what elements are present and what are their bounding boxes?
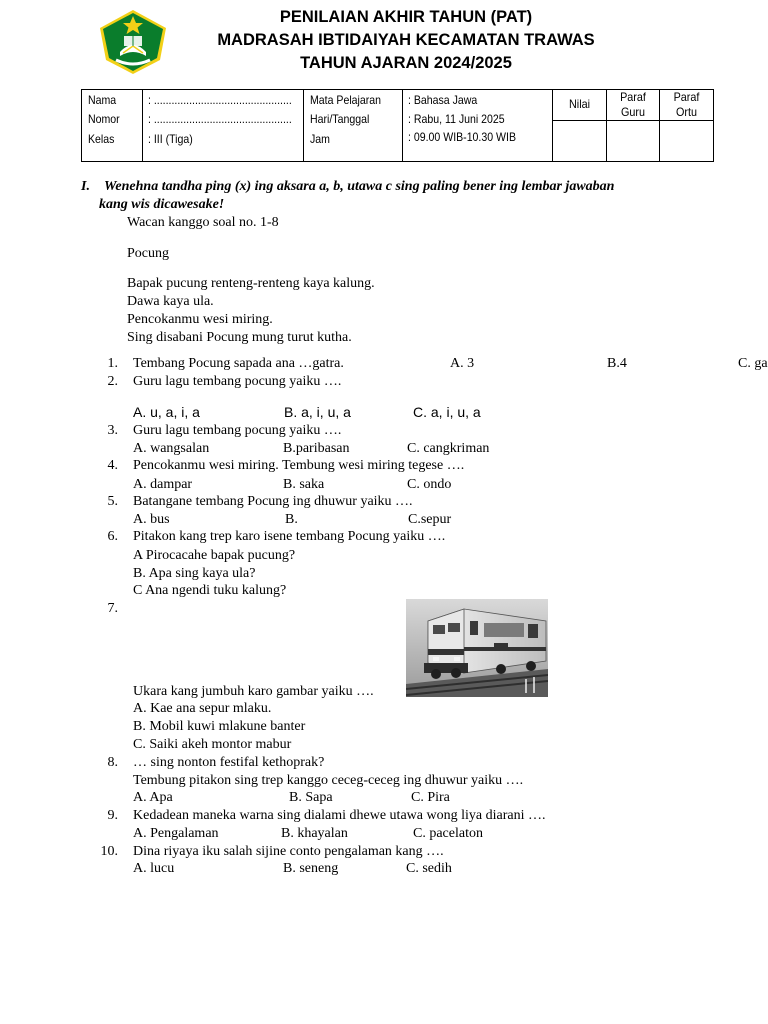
option-a[interactable]: A Pirocacahe bapak pucung? xyxy=(133,548,296,563)
label-paraf-guru-2: Guru xyxy=(620,105,646,119)
poem-line: Bapak pucung renteng-renteng kaya kalung. xyxy=(127,276,375,291)
option-c[interactable]: C. Pira xyxy=(411,790,450,805)
option-b[interactable]: B. Apa sing kaya ula? xyxy=(133,566,256,581)
option-b[interactable]: B.paribasan xyxy=(283,441,350,456)
value-nama[interactable]: : ............................................... xyxy=(148,93,292,107)
label-mata-pelajaran: Mata Pelajaran xyxy=(310,93,382,107)
instruction-line2: kang wis dicawesake! xyxy=(99,197,225,212)
option-c[interactable]: C.sepur xyxy=(408,512,452,527)
question-number: 3. xyxy=(107,423,118,438)
option-a[interactable]: A. wangsalan xyxy=(133,441,210,456)
question-number: 7. xyxy=(107,601,118,616)
question-number: 6. xyxy=(107,529,118,544)
value-jam: : 09.00 WIB-10.30 WIB xyxy=(408,130,516,144)
question-text: Guru lagu tembang pocung yaiku …. xyxy=(133,423,342,438)
option-a[interactable]: A. Pengalaman xyxy=(133,826,219,841)
header-title-line2: MADRASAH IBTIDAIYAH KECAMATAN TRAWAS xyxy=(217,31,595,49)
option-b[interactable]: B. seneng xyxy=(283,861,339,876)
option-a[interactable]: A. 3 xyxy=(450,356,475,371)
option-c[interactable]: C. a, i, u, a xyxy=(413,404,481,420)
option-b[interactable]: B. a, i, u, a xyxy=(284,404,351,420)
option-a[interactable]: A. lucu xyxy=(133,861,175,876)
question-text: Dina riyaya iku salah sijine conto pengalaman kang …. xyxy=(133,844,444,859)
value-nomor[interactable]: : ............................................... xyxy=(148,112,292,126)
option-b[interactable]: B. saka xyxy=(283,477,325,492)
question-number: 5. xyxy=(107,494,118,509)
poem-line: Dawa kaya ula. xyxy=(127,294,214,309)
option-c[interactable]: C. cangkriman xyxy=(407,441,490,456)
option-b[interactable]: B. khayalan xyxy=(281,826,348,841)
question-number: 2. xyxy=(107,374,118,389)
question-number: 1. xyxy=(107,356,118,371)
option-c[interactable]: C Ana ngendi tuku kalung? xyxy=(133,583,287,598)
option-c[interactable]: C. Saiki akeh montor mabur xyxy=(133,737,292,752)
label-nilai: Nilai xyxy=(568,97,591,111)
question-text: Kedadean maneka warna sing dialami dhewe utawa wong liya diarani …. xyxy=(133,808,546,823)
option-c[interactable]: C. ondo xyxy=(407,477,452,492)
option-a[interactable]: A. Kae ana sepur mlaku. xyxy=(133,701,272,716)
instruction-number: I. xyxy=(81,179,90,194)
option-b[interactable]: B. Sapa xyxy=(289,790,333,805)
question-number: 10. xyxy=(100,844,118,859)
instruction-line1: Wenehna tandha ping (x) ing aksara a, b, utawa c sing paling bener ing lembar jawaban xyxy=(104,179,615,194)
reading-intro: Wacan kanggo soal no. 1-8 xyxy=(127,215,279,230)
option-a[interactable]: A. dampar xyxy=(133,477,193,492)
question-text: Pitakon kang trep karo isene tembang Pocung yaiku …. xyxy=(133,529,446,544)
option-c[interactable]: C. ga xyxy=(738,356,768,371)
option-a[interactable]: A. bus xyxy=(133,512,170,527)
question-text: Tembang Pocung sapada ana …gatra. xyxy=(133,356,344,371)
option-c[interactable]: C. sedih xyxy=(406,861,452,876)
label-paraf-ortu-1: Paraf xyxy=(673,90,700,104)
option-b[interactable]: B. xyxy=(285,512,298,527)
value-hari-tanggal: : Rabu, 11 Juni 2025 xyxy=(408,112,505,126)
option-b[interactable]: B.4 xyxy=(607,356,627,371)
reading-title: Pocung xyxy=(127,246,169,261)
question-text: Batangane tembang Pocung ing dhuwur yaiku …. xyxy=(133,494,413,509)
question-number: 9. xyxy=(107,808,118,823)
question-text: Guru lagu tembang pocung yaiku …. xyxy=(133,374,342,389)
question-text-2: Tembung pitakon sing trep kanggo ceceg-ceceg ing dhuwur yaiku …. xyxy=(133,773,524,788)
header-title-line3: TAHUN AJARAN 2024/2025 xyxy=(300,54,512,72)
header-title-line1: PENILAIAN AKHIR TAHUN (PAT) xyxy=(279,8,533,26)
value-mata-pelajaran: : Bahasa Jawa xyxy=(408,93,478,107)
question-text: Pencokanmu wesi miring. Tembung wesi miring tegese …. xyxy=(133,458,465,473)
question-text: … sing nonton festifal kethoprak? xyxy=(133,755,325,770)
question-text: Ukara kang jumbuh karo gambar yaiku …. xyxy=(133,684,374,699)
question-number: 4. xyxy=(107,458,118,473)
option-b[interactable]: B. Mobil kuwi mlakune banter xyxy=(133,719,306,734)
option-a[interactable]: A. Apa xyxy=(133,790,173,805)
label-jam: Jam xyxy=(310,132,330,146)
train-locomotive-photo xyxy=(406,599,548,697)
poem-line: Sing disabani Pocung mung turut kutha. xyxy=(127,330,352,345)
label-hari-tanggal: Hari/Tanggal xyxy=(310,112,370,126)
option-a[interactable]: A. u, a, i, a xyxy=(133,404,200,420)
label-paraf-guru-1: Paraf xyxy=(620,90,646,104)
option-c[interactable]: C. pacelaton xyxy=(413,826,483,841)
label-nama: Nama xyxy=(88,93,117,107)
question-number: 8. xyxy=(107,755,118,770)
label-kelas: Kelas xyxy=(88,132,115,146)
label-paraf-ortu-2: Ortu xyxy=(675,105,698,119)
label-nomor: Nomor xyxy=(88,112,120,126)
value-kelas: : III (Tiga) xyxy=(148,132,193,146)
poem-line: Pencokanmu wesi miring. xyxy=(127,312,273,327)
